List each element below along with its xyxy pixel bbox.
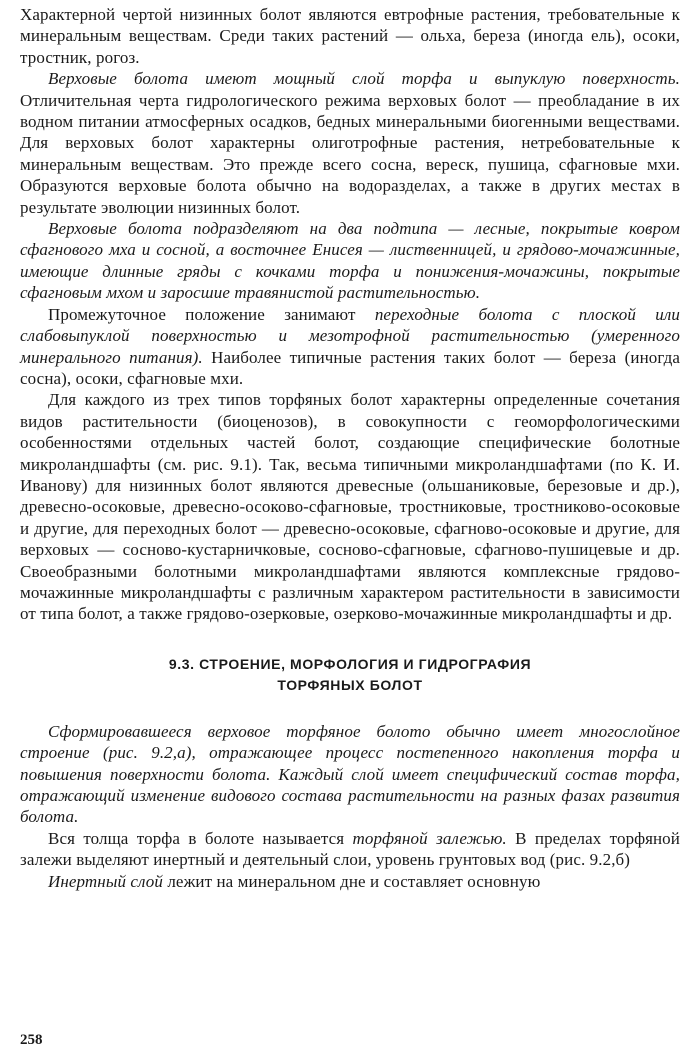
text-run: Для каждого из трех типов торфяных болот характерны определенные сочетания видов растительности (биоценозов), в совокупности с геоморфологическими особенностями отдельных частей болот, создающие специфические болотные микроландшафты (см. рис. 9.1). Так, весьма типичными микроландшафтами (по К. И. Иванову) для низинных болот являются древесные (ольшаниковые, березовые и др.), древесно-осоковые, древесно-осоково-сфагновые, тростниковые, тростниково-осоковые и другие, для переходных болот — древесно-осоковые, сфагново-осоковые и другие, для верховых — сосново-кустарничковые, сосново-сфагновые, сфагново-пушицевые и др. Своеобразными болотными микроландшафтами являются комплексные грядово-мочажинные микроландшафты с различным характером растительности в зависимости от типа болот, а также грядово-озерковые, озерково-мочажинные микроландшафты и др. [20,390,680,624]
section-heading-line-2: ТОРФЯНЫХ БОЛОТ [277,676,423,693]
text-run: Вся толща торфа в болоте называется [48,828,353,848]
text-run: В пределах торфяной залежи выделяют инертный и деятельный слои, уровень грунтовых вод (рис. 9.2,б) [20,828,680,870]
text-run: Отличительная черта гидрологического режима верховых болот — преобладание в их водном питании атмосферных осадков, бедных минеральными биогенными веществами. Для верховых болот характерны олиготрофные растения, нетребовательные к минеральным веществам. Это прежде всего сосна, вереск, пушица, сфагновые мхи. Образуются верховые болота обычно на водоразделах, а также в других местах в результате эволюции низинных болот. [20,90,680,217]
italic-text-run: Инертный слой [48,871,163,891]
paragraph [20,721,680,828]
paragraph [20,871,680,892]
section-heading-line-1: 9.3. СТРОЕНИЕ, МОРФОЛОГИЯ И ГИДРОГРАФИЯ [168,655,532,672]
text-run: Промежуточное положение занимают [48,304,375,324]
text-run: лежит на минеральном дне и составляет основную [162,871,541,891]
paragraph [20,828,680,871]
paragraph [20,4,680,68]
paragraph [20,68,680,218]
text-run: Характерной чертой низинных болот являются евтрофные растения, требовательные к минеральным веществам. Среди таких растений — ольха, береза (иногда ель), осоки, тростник, рогоз. [20,5,680,67]
italic-text-run: переходные болота с плоской или слабовыпуклой поверхностью и мезотрофной растительностью (умеренного минерального питания). [20,304,680,367]
paragraphs-bottom [20,721,680,892]
italic-text-run: Верховые болота имеют мощный слой торфа и выпуклую поверхность. [48,69,680,89]
paragraph [20,218,680,304]
text-run: Наиболее типичные растения таких болот — береза (иногда сосна), осоки, сфагновые мхи. [20,347,680,388]
italic-text-run: Верховые болота подразделяют на два подтипа — лесные, покрытые ковром сфагнового мха и сосной, а восточнее Енисея — лиственницей, и грядово-мочажинные, имеющие длинные гряды с кочками торфа и понижения-мочажины, покрытые сфагновым мхом и заросшие травянистой растительностью. [20,219,680,303]
page-number: 258 [20,1032,43,1048]
paragraphs-top [20,4,680,625]
italic-text-run: торфяной залежью. [352,828,507,848]
italic-text-run: Сформировавшееся верховое торфяное болото обычно имеет многослойное строение (рис. 9.2,а), отражающее процесс постепенного накопления торфа и повышения поверхности болота. Каждый слой имеет специфический состав торфа, отражающий изменение видового состава растительности на разных фазах развития болота. [20,721,680,827]
section-heading [20,654,680,696]
paragraph [20,304,680,390]
page-body [20,4,680,892]
paragraph [20,389,680,624]
